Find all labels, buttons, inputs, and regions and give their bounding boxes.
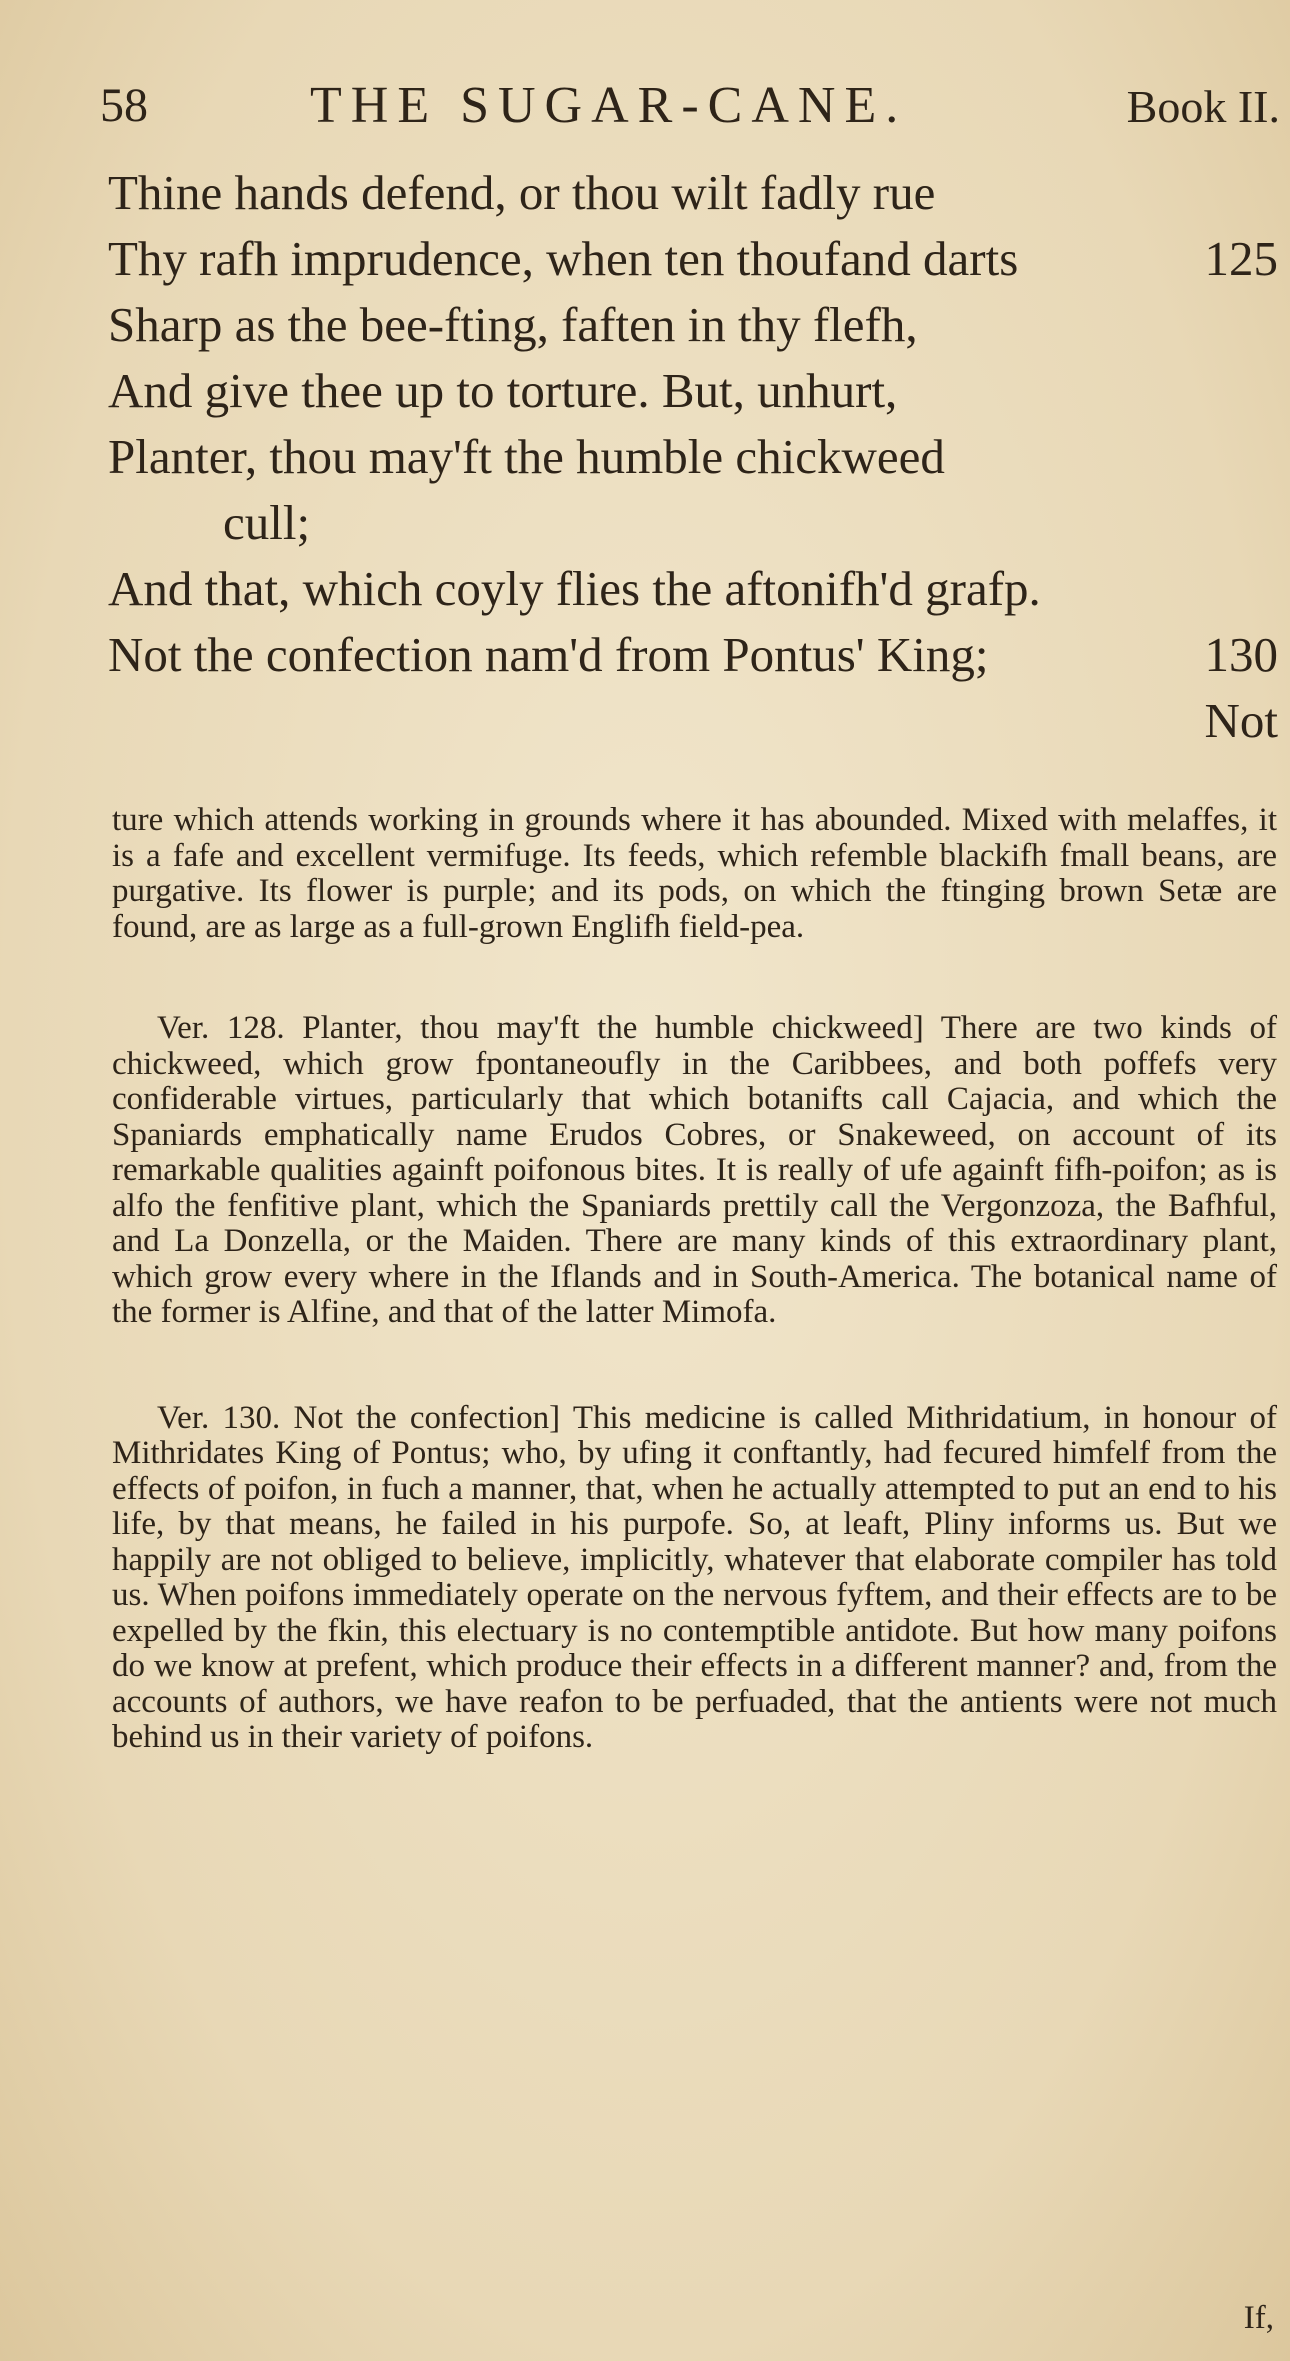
verse-line-continuation	[108, 490, 1278, 556]
running-title: THE SUGAR-CANE.	[310, 77, 908, 134]
footnotes	[112, 803, 1277, 1826]
verse-text: cull;	[223, 495, 311, 550]
line-number: 125	[1204, 231, 1278, 286]
verse-block	[108, 160, 1278, 754]
catchword: If,	[1243, 2300, 1274, 2336]
verse-catchword	[108, 688, 1278, 754]
verse-text: Thy rafh imprudence, when ten thoufand darts	[108, 231, 1019, 286]
note-text: Ver. 130. Not the confection] This medicine is called Mithridatium, in honour of Mithridates King of Pontus; who, by ufing it conftantly, had fecured himfelf from the effects of poifon, in fuch a manner, that, when he actually attempted to put an end to his life, by that means, he failed in his purpofe. So, at leaft, Pliny informs us. But we happily are not obliged to believe, implicitly, whatever that elaborate compiler has told us. When poifons immediately operate on the nervous fyftem, and their effects are to be expelled by the fkin, this electuary is no contemptible antidote. But how many poifons do we know at prefent, which produce their effects in a different manner? and, from the accounts of authors, we have reafon to be perfuaded, that the antients were not much behind us in their variety of poifons.	[112, 1399, 1277, 1755]
verse-line	[108, 358, 1278, 424]
book-label: Book II.	[1126, 81, 1280, 132]
verse-line	[108, 424, 1278, 490]
verse-text: Planter, thou may'ft the humble chickweed	[108, 429, 945, 484]
running-header	[100, 78, 1280, 138]
verse-text: Not	[1204, 693, 1278, 748]
verse-text: Sharp as the bee-fting, faften in thy flefh,	[108, 297, 918, 352]
note-verse-128	[112, 1011, 1277, 1331]
verse-line	[108, 226, 1278, 292]
verse-line	[108, 622, 1278, 688]
page-number: 58	[100, 79, 148, 132]
note-continuation: ture which attends working in grounds where it has abounded. Mixed with melaffes, it is a fafe and excellent vermifuge. Its feeds, which refemble blackifh fmall beans, are purgative. Its flower is purple; and its pods, on which the ftinging brown Setæ are found, are as large as a full-grown Englifh field-pea.	[112, 802, 1277, 945]
note-verse-130	[112, 1401, 1277, 1756]
verse-text: And give thee up to torture. But, unhurt,	[108, 363, 898, 418]
verse-text: And that, which coyly flies the aftonifh'd grafp.	[108, 561, 1041, 616]
verse-line	[108, 556, 1278, 622]
note-text: Ver. 128. Planter, thou may'ft the humble chickweed] There are two kinds of chickweed, which grow fpontaneoufly in the Caribbees, and both poffefs very confiderable virtues, particularly that which botanifts call Cajacia, and which the Spaniards emphatically name Erudos Cobres, or Snakeweed, on account of its remarkable qualities againft poifonous bites. It is really of ufe againft fifh-poifon; as is alfo the fenfitive plant, which the Spaniards prettily call the Vergonzoza, the Bafhful, and La Donzella, or the Maiden. There are many kinds of this extraordinary plant, which grow every where in the Iflands and in South-America. The botanical name of the former is Alfine, and that of the latter Mimofa.	[112, 1010, 1277, 1330]
verse-line	[108, 292, 1278, 358]
verse-line	[108, 160, 1278, 226]
verse-text: Thine hands defend, or thou wilt fadly rue	[108, 165, 936, 220]
line-number: 130	[1204, 627, 1278, 682]
verse-text: Not the confection nam'd from Pontus' King;	[108, 627, 989, 682]
